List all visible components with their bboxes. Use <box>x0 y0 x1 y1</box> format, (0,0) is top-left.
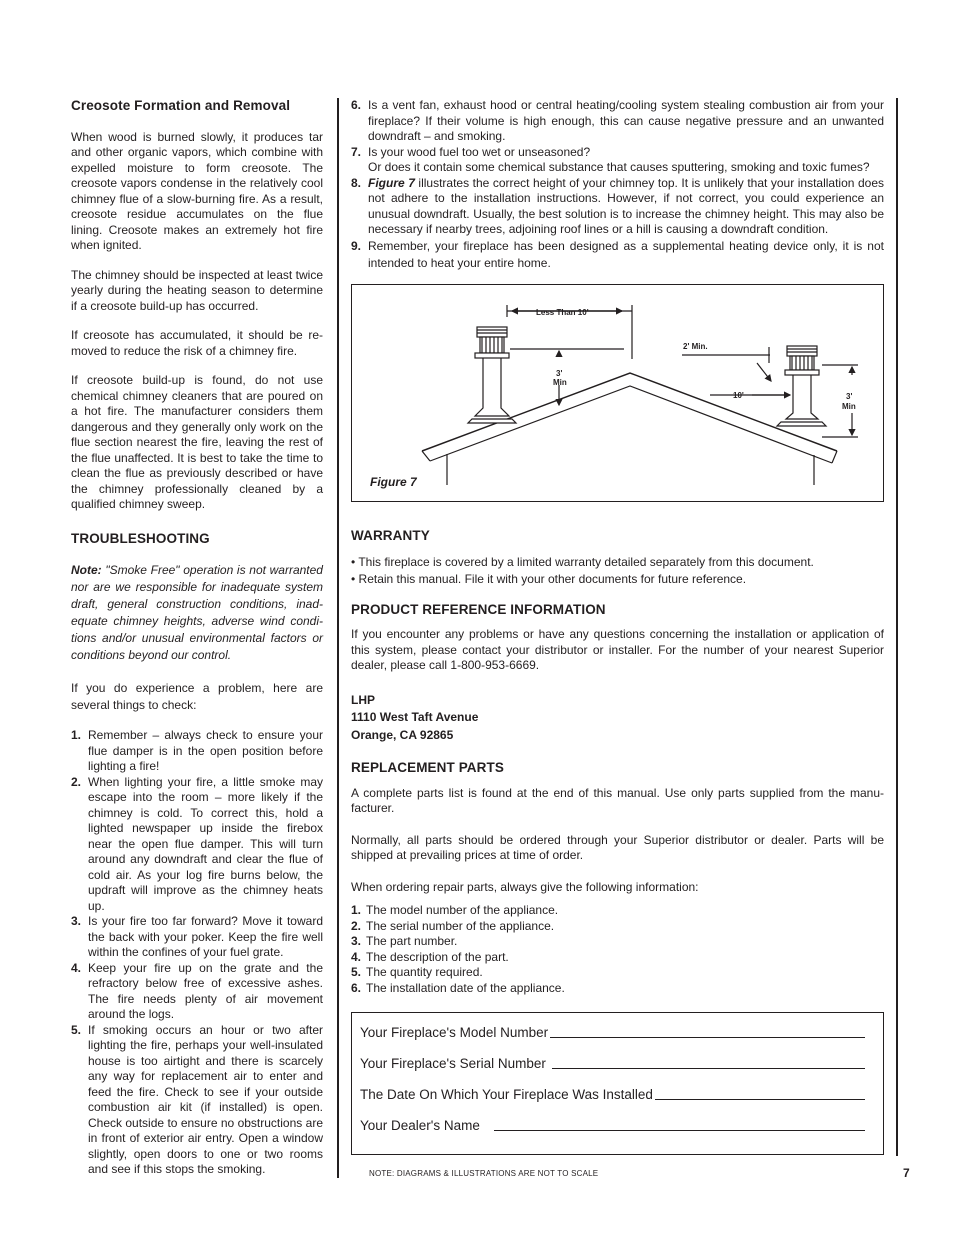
warranty-bullet: • This fireplace is covered by a limited warranty detailed separately from this document. <box>351 554 814 569</box>
parts-paragraph: A complete parts list is found at the end of this manual. Use only parts supplied from the manu-facturer. <box>351 785 884 815</box>
serial-number-row <box>360 1056 865 1071</box>
model-number-row <box>360 1025 865 1040</box>
list-item: 6. The installation date of the appliance. <box>351 980 565 995</box>
right-margin-rule <box>896 98 898 1156</box>
list-item: 1. Remember – always check to ensure your flue damper is in the open position before lighting a fire! <box>71 728 323 773</box>
roof-outline <box>422 373 837 451</box>
warranty-heading: WARRANTY <box>351 528 430 543</box>
list-item: 4. Keep your fire up on the grate and the refractory below free of excessive ashes. The fire needs plenty of air movement around the logs. <box>71 960 323 1021</box>
install-date-label: The Date On Which Your Fireplace Was Installed <box>360 1087 653 1102</box>
dealer-name-label: Your Dealer's Name <box>360 1118 480 1133</box>
label-min-right: Min <box>842 402 856 411</box>
serial-number-field[interactable] <box>552 1068 865 1069</box>
label-min-left: Min <box>553 378 567 387</box>
column-divider <box>337 98 339 1178</box>
chimney-height-diagram <box>352 285 885 503</box>
troubleshooting-list <box>71 728 323 1178</box>
address-line: Orange, CA 92865 <box>351 727 454 742</box>
roof-underside <box>430 386 832 463</box>
list-item: 9. Remember, your fireplace has been designed as a supplemental heating device only, it is not intended to heat your entire home. <box>351 238 884 270</box>
label-2-min: 2' Min. <box>683 342 708 351</box>
right-column <box>351 98 884 272</box>
scale-note: NOTE: DIAGRAMS & ILLUSTRATIONS ARE NOT TO SCALE <box>369 1169 599 1178</box>
creosote-paragraph: If creosote has accumulated, it should be re-moved to reduce the risk of a chimney fire. <box>71 328 323 358</box>
troubleshooting-intro: If you do experience a problem, here are several things to check: <box>71 681 323 712</box>
parts-info-list <box>351 903 884 996</box>
list-item: 6. Is a vent fan, exhaust hood or central heating/cooling system stealing combustion air from your fireplace? If their volume is high enough, this can cause negative pressure and an unwanted downdraft – and smoking. <box>351 98 884 143</box>
troubleshooting-heading: TROUBLESHOOTING <box>71 530 210 546</box>
list-item: 3. The part number. <box>351 934 458 948</box>
right-lower-column <box>351 528 884 996</box>
parts-paragraph: Normally, all parts should be ordered through your Superior distributor or dealer. Parts will be shipped at prevailing prices at time of order. <box>351 832 884 862</box>
label-10: 10' <box>733 391 744 400</box>
note-text: "Smoke Free" operation is not warranted nor are we responsible for inadequate system draft, general construction conditions, inad-equate chimney heights, adverse wind condi-tions and/or unusual environmental factors or conditions beyond our control. <box>71 563 323 662</box>
list-item: 8. Figure 7 illustrates the correct height of your chimney top. It is unlikely that your installation does not adhere to the installation instructions. However, if not correct, you could experience an unusual downdraft. Usually, the best solution is to increase the chimney height. This may also be necessary if nearby trees, adjoining roof lines or a hill is causing a downdraft condition. <box>351 175 884 236</box>
label-less-than-10: Less Than 10' <box>536 308 589 317</box>
creosote-paragraph: If creosote build-up is found, do not use chemical chimney cleaners that are poured on a hot fire. The manufacturer considers them dangerous and they generally only work on the flue section nearest the fire, leaving the rest of the flue unaffected. It is best to take the time to clean the flue as previously described or have the chimney professionally cleaned by a qualified chimney sweep. <box>71 373 323 511</box>
list-item: 3. Is your fire too far forward? Move it toward the back with your poker. Keep the fire well within the confines of your fuel grate. <box>71 914 323 959</box>
install-date-row <box>360 1087 865 1102</box>
list-item: 1. The model number of the appliance. <box>351 903 559 917</box>
product-reference-heading: PRODUCT REFERENCE INFORMATION <box>351 601 606 617</box>
list-item: 4. The description of the part. <box>351 949 509 964</box>
figure-reference: Figure 7 <box>368 175 415 190</box>
warranty-bullet: • Retain this manual. File it with your other documents for future reference. <box>351 571 747 586</box>
model-number-label: Your Fireplace's Model Number <box>360 1025 549 1040</box>
product-reference-text: If you encounter any problems or have any questions concerning the installation or application of this system, please contact your distributor or installer. For the number of your nearest Superior dealer, please call 1-800-953-6669. <box>351 627 884 672</box>
install-date-field[interactable] <box>655 1099 865 1100</box>
page-number: 7 <box>903 1166 910 1180</box>
left-column <box>71 98 323 1178</box>
fireplace-record-form <box>351 1012 884 1155</box>
serial-number-label: Your Fireplace's Serial Number <box>360 1056 546 1071</box>
dimension-line <box>757 363 771 381</box>
note-label: Note: <box>71 563 102 577</box>
address-line: 1110 West Taft Avenue <box>351 710 479 724</box>
address-block <box>351 692 884 745</box>
parts-paragraph: When ordering repair parts, always give the following information: <box>351 879 699 894</box>
figure-caption: Figure 7 <box>370 475 417 489</box>
troubleshooting-list-continued <box>351 98 884 272</box>
figure-7 <box>351 284 884 502</box>
model-number-field[interactable] <box>550 1037 865 1038</box>
list-item: 7. Is your wood fuel too wet or unseasoned? Or does it contain some chemical substance that causes sputtering, smoking and toxic fumes? <box>351 144 870 174</box>
creosote-paragraph: When wood is burned slowly, it produces tar and other organic vapors, which combine with expelled moisture to form creosote. The creosote vapors condense in the relatively cool chimney flue of a slow-burning fire. As a result, creosote residue accumulates on the flue lining. Creosote makes an extremely hot fire when ignited. <box>71 129 323 252</box>
replacement-parts-heading: REPLACEMENT PARTS <box>351 760 504 775</box>
creosote-paragraph: The chimney should be inspected at least twice yearly during the heating season to determine if a creosote build-up has occurred. <box>71 267 323 313</box>
left-chimney <box>468 327 516 423</box>
address-line: LHP <box>351 692 375 707</box>
list-item: 5. The quantity required. <box>351 965 483 979</box>
label-3-left: 3' <box>556 369 563 378</box>
list-item: 2. The serial number of the appliance. <box>351 918 555 933</box>
creosote-heading: Creosote Formation and Removal <box>71 98 291 113</box>
label-3-right: 3' <box>846 392 853 401</box>
dealer-name-field[interactable] <box>494 1130 865 1131</box>
list-item: 2. When lighting your fire, a little smoke may escape into the room – more likely if the chimney is cold. To correct this, hold a lighted newspaper up inside the firebox near the open flue damper. This will turn around any downdraft and clear the flue of cold air. As your log fire burns below, the updraft will improve as the chimney heats up. <box>71 774 323 913</box>
right-chimney <box>777 346 826 426</box>
list-item: 5. If smoking occurs an hour or two after lighting the fire, perhaps your well-insulated house is too airtight and there is scarcely any way for replacement air to enter and feed the fire. Check to see if your outside combustion air kit (if installed) is open. Check outside to ensure no obstructions are in front of exterior air entry. Open a window slightly, open doors to one or two rooms and see if this stops the smoking. <box>71 1022 323 1176</box>
troubleshooting-note <box>71 562 323 664</box>
dealer-name-row <box>360 1118 865 1133</box>
